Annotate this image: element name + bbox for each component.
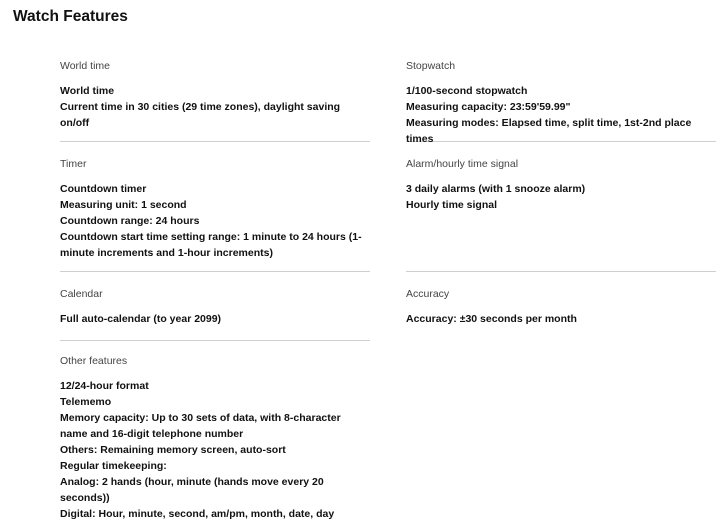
features-right-column bbox=[406, 55, 716, 340]
feature-line: Analog: 2 hands (hour, minute (hands move every 20 seconds)) bbox=[60, 476, 324, 504]
feature-line: World time bbox=[60, 85, 115, 97]
section-heading: Stopwatch bbox=[406, 60, 456, 72]
section-stopwatch bbox=[406, 55, 716, 145]
feature-line: 1/100-second stopwatch bbox=[406, 85, 528, 97]
feature-line: Full auto-calendar (to year 2099) bbox=[60, 313, 222, 325]
feature-line: Accuracy: ±30 seconds per month bbox=[406, 313, 577, 325]
feature-line: Measuring capacity: 23:59'59.99" bbox=[406, 101, 571, 113]
section-alarm bbox=[406, 142, 716, 271]
section-heading: Timer bbox=[60, 158, 87, 170]
section-heading: Accuracy bbox=[406, 288, 450, 300]
section-calendar bbox=[60, 272, 370, 340]
feature-line: Current time in 30 cities (29 time zones), daylight saving on/off bbox=[60, 101, 341, 129]
feature-line: Memory capacity: Up to 30 sets of data, with 8-character name and 16-digit telephone number bbox=[60, 412, 341, 440]
feature-line: Countdown range: 24 hours bbox=[60, 215, 200, 227]
feature-line: Hourly time signal bbox=[406, 199, 498, 211]
section-other-features bbox=[60, 341, 370, 522]
feature-line: Digital: Hour, minute, second, am/pm, month, date, day bbox=[60, 508, 335, 520]
features-left-column bbox=[60, 55, 370, 522]
feature-line: Measuring unit: 1 second bbox=[60, 199, 187, 211]
section-heading: World time bbox=[60, 60, 110, 72]
feature-line: Others: Remaining memory screen, auto-sort bbox=[60, 444, 286, 456]
section-heading: Alarm/hourly time signal bbox=[406, 158, 519, 170]
section-timer bbox=[60, 142, 370, 271]
feature-line: Regular timekeeping: bbox=[60, 460, 167, 472]
section-heading: Calendar bbox=[60, 288, 103, 300]
feature-line: 12/24-hour format bbox=[60, 380, 149, 392]
feature-line: Countdown start time setting range: 1 minute to 24 hours (1-minute increments and 1-hour increments) bbox=[60, 231, 362, 259]
feature-line: Telememo bbox=[60, 396, 112, 408]
section-world-time bbox=[60, 55, 370, 141]
feature-line: Countdown timer bbox=[60, 183, 147, 195]
feature-line: Measuring modes: Elapsed time, split time, 1st-2nd place times bbox=[406, 117, 692, 145]
page-title: Watch Features bbox=[13, 8, 128, 25]
section-accuracy bbox=[406, 272, 716, 340]
feature-line: 3 daily alarms (with 1 snooze alarm) bbox=[406, 183, 586, 195]
section-heading: Other features bbox=[60, 355, 128, 367]
